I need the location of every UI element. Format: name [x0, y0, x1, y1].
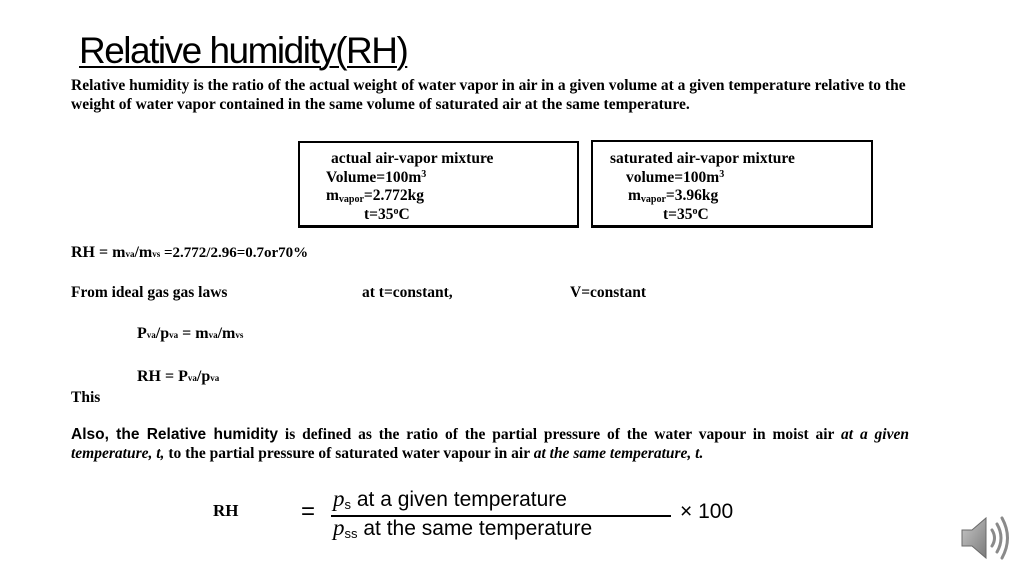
intro-paragraph: Relative humidity is the ratio of the actual weight of water vapor in air in a given volume at a given temperature relative to the weight of water vapor contained in the same volume of saturated air at the same temperature. [71, 77, 906, 113]
definition-paragraph: Also, the Relative humidity is defined as the ratio of the partial pressure of the water vapour in moist air at a given temperature, t, to the partial pressure of saturated water vapour in air at the same temperature, t. [71, 426, 909, 462]
actual-temperature: $t=35^oC$ [364, 206, 410, 223]
rh-mass-equation: RH = mva/mvs =2.772/2.96=0.7or70% [71, 244, 309, 261]
condition-temperature: at t=constant, [362, 284, 453, 301]
formula-multiplier: × 100 [680, 500, 734, 523]
actual-volume: $Volume=100m^3$ [326, 169, 427, 186]
saturated-heading: saturated air-vapor mixture [610, 150, 795, 167]
page-title: Relative humidity(RH) [79, 30, 408, 71]
saturated-temperature: $t=35^oC$ [663, 206, 709, 223]
formula-lhs: RH [213, 501, 239, 520]
saturated-volume: $volume=100m^3$ [626, 169, 725, 186]
formula-numerator: ps at a given temperature [333, 486, 567, 512]
saturated-mass: $m_{vapor}=3.96kg$ [628, 187, 719, 205]
pressure-mass-ratio-equation: Pva/pva = mva/mvs [137, 325, 244, 342]
formula-equals: = [301, 498, 316, 525]
condition-volume: V=constant [570, 284, 647, 301]
rh-formula [213, 486, 773, 546]
rh-pressure-equation: RH = Pva/pva [137, 368, 220, 385]
speaker-audio-icon[interactable] [958, 512, 1012, 564]
ideal-gas-label: From ideal gas gas laws [71, 284, 228, 301]
actual-heading: actual air-vapor mixture [331, 150, 494, 167]
this-word: This [71, 389, 101, 406]
actual-mass: $m_{vapor}=2.772kg$ [326, 187, 424, 205]
formula-denominator: pss at the same temperature [333, 515, 593, 541]
